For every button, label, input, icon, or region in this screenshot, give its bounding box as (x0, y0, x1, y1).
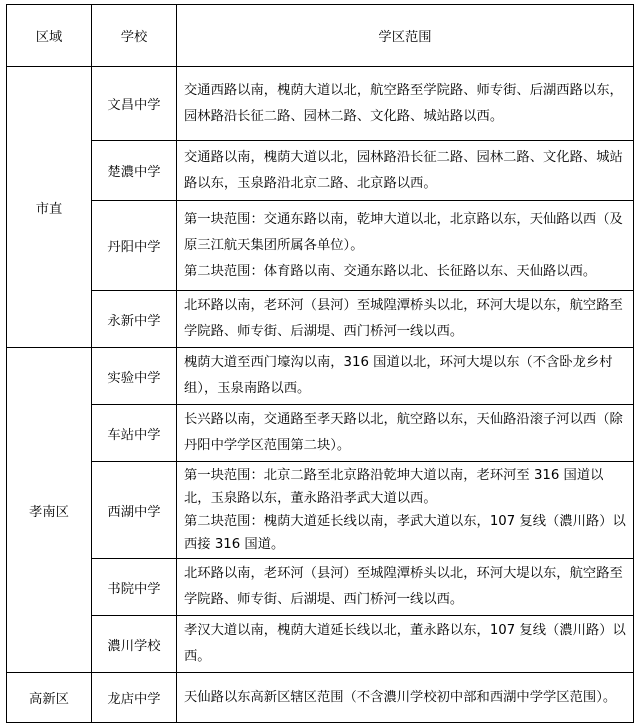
school-district-table-container (6, 4, 634, 723)
table-row (7, 405, 634, 462)
table-row (7, 559, 634, 616)
range-cell (177, 673, 634, 723)
range-text: 北环路以南，老环河（县河）至城隍潭桥头以北，环河大堤以东，航空路至学院路、师专街、后湖堤、西门桥河一线以西。 (184, 566, 623, 607)
table-row (7, 616, 634, 673)
range-text: 交通西路以南，槐荫大道以北，航空路至学院路、师专街、后湖西路以东，园林路沿长征二路、园林二路、文化路、城站路以西。 (184, 82, 623, 124)
school-cell: 西湖中学 (92, 462, 177, 559)
range-cell (177, 67, 634, 141)
area-cell: 市直 (7, 67, 92, 348)
range-text: 长兴路以南，交通路至孝天路以北，航空路以东，天仙路沿滚子河以西（除丹阳中学学区范围第二块）。 (184, 412, 623, 453)
range-text: 北环路以南，老环河（县河）至城隍潭桥头以北，环河大堤以东，航空路至学院路、师专街、后湖堤、西门桥河一线以西。 (184, 298, 623, 339)
table-row (7, 348, 634, 405)
school-cell: 实验中学 (92, 348, 177, 405)
table-row (7, 673, 634, 723)
header-school: 学校 (92, 5, 177, 67)
school-cell: 文昌中学 (92, 67, 177, 141)
school-cell: 丹阳中学 (92, 201, 177, 291)
range-text-part-2: 第二块范围：槐荫大道延长线以南，孝武大道以东，107 复线（濃川路）以西接 316 国道。 (184, 514, 626, 552)
table-row (7, 291, 634, 348)
school-district-table (6, 4, 634, 723)
range-cell (177, 291, 634, 348)
range-cell (177, 559, 634, 616)
range-cell (177, 462, 634, 559)
school-cell: 车站中学 (92, 405, 177, 462)
school-cell: 楚濃中学 (92, 141, 177, 201)
range-text-part-2: 第二块范围：体育路以南、交通东路以北、长征路以东、天仙路以西。 (184, 263, 597, 279)
range-text: 孝汉大道以南，槐荫大道延长线以北，董永路以东，107 复线（濃川路）以西。 (184, 623, 626, 664)
range-text-part-1: 第一块范围：北京二路至北京路沿乾坤大道以南，老环河至 316 国道以北，玉泉路以东，董永路沿孝武大道以西。 (184, 468, 604, 506)
school-cell: 永新中学 (92, 291, 177, 348)
school-cell: 濃川学校 (92, 616, 177, 673)
area-cell: 孝南区 (7, 348, 92, 673)
table-row (7, 201, 634, 291)
range-text: 交通路以南，槐荫大道以北，园林路沿长征二路、园林二路、文化路、城站路以东，玉泉路沿北京二路、北京路以西。 (184, 149, 623, 191)
table-row (7, 462, 634, 559)
header-row (7, 5, 634, 67)
range-cell (177, 405, 634, 462)
area-cell: 高新区 (7, 673, 92, 723)
range-cell (177, 201, 634, 291)
range-cell (177, 348, 634, 405)
header-area: 区域 (7, 5, 92, 67)
range-text: 天仙路以东高新区辖区范围（不含濃川学校初中部和西湖中学学区范围）。 (184, 689, 617, 705)
range-cell (177, 616, 634, 673)
range-text-part-1: 第一块范围：交通东路以南，乾坤大道以北，北京路以东，天仙路以西（及原三江航天集团所属各单位）。 (184, 211, 623, 253)
range-cell (177, 141, 634, 201)
school-cell: 龙店中学 (92, 673, 177, 723)
table-row (7, 141, 634, 201)
range-text: 槐荫大道至西门壕沟以南，316 国道以北，环河大堤以东（不含卧龙乡村组），玉泉南路以西。 (184, 355, 613, 396)
table-row (7, 67, 634, 141)
header-range: 学区范围 (177, 5, 634, 67)
school-cell: 书院中学 (92, 559, 177, 616)
